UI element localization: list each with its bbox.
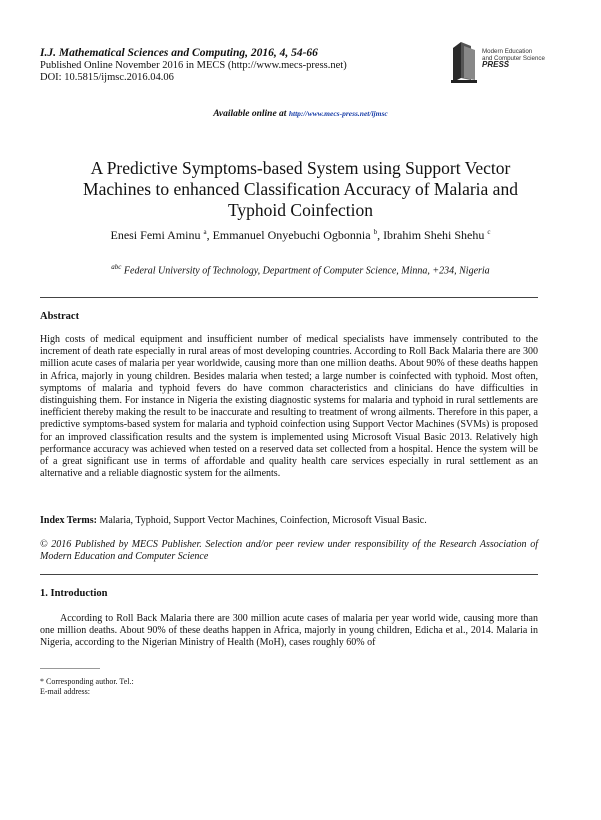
index-terms-text: Malaria, Typhoid, Support Vector Machines, Coinfection, Microsoft Visual Basic.	[99, 515, 427, 526]
abstract-text: High costs of medical equipment and insufficient number of medical specialists have immensely contributed to the increment of death rate especially in rural areas of most developing countries. According to Roll Back Malaria there are 300 million acute cases of malaria per year worldwide, causing more than one million deaths. About 90% of these deaths happen in Africa, majorly in young children. Besides malaria when tested; a large number is coinfected with typhoid. Most often, symptoms of malaria and typhoid fevers do have common characteristics and clinicians do have difficulties in distinguishing them. For instance in Nigeria the existing diagnostic systems for malaria and typhoid in rural settlements are inefficient thereby making the result to be inaccurate and resulting to treatment of wrong ailments. Therefore in this paper, a predictive symptoms-based system for malaria and typhoid coinfection using Support Vector Machines (SVMs) is proposed for an improved classification results and the system is implemented using Microsoft Visual Basic 2013. Relatively high performance accuracy was achieved when tested on a reserved data set collected from a hospital. Hence the system will be of a great significant use in terms of affordable and quality health care services especially in rural settlement as an alternative and a reliable diagnostic system for the ailments.	[40, 334, 538, 480]
affiliation-marker: abc	[111, 263, 122, 271]
introduction-text: According to Roll Back Malaria there are 300 million acute cases of malaria per year world wide, causing more than one million deaths. About 90% of these deaths happen in Africa, majorly in young children, Edicha et al., 2014. Malaria in Nigeria, according to the Nigerian Ministry of Health (MoH), cases roughly 60% of	[40, 613, 538, 649]
email-address: E-mail address:	[40, 687, 90, 696]
corresponding-author: * Corresponding author. Tel.:	[40, 677, 134, 686]
affiliation	[0, 263, 601, 276]
author-2: Emmanuel Onyebuchi Ogbonnia $^b$,	[212, 228, 384, 242]
footnote-divider	[40, 668, 100, 669]
divider-bottom	[40, 574, 538, 575]
index-terms-label: Index Terms:	[40, 515, 97, 526]
introduction-heading: 1. Introduction	[40, 588, 108, 599]
journal-citation: I.J. Mathematical Sciences and Computing, 2016, 4, 54-66	[40, 47, 318, 59]
journal-header	[40, 47, 347, 85]
available-online	[0, 109, 601, 119]
abstract-heading: Abstract	[40, 311, 80, 322]
footnotes	[40, 677, 134, 697]
publisher-logo	[449, 40, 557, 86]
divider-top	[40, 297, 538, 298]
books-icon	[449, 40, 479, 84]
copyright-notice: © 2016 Published by MECS Publisher. Selection and/or peer review under responsibility of the Research Association of Modern Education and Computer Science	[40, 539, 538, 563]
author-3: Ibrahim Shehi Shehu $^c$	[383, 228, 491, 242]
journal-link[interactable]: http://www.mecs-press.net/ijmsc	[288, 109, 388, 118]
publication-info: Published Online November 2016 in MECS (http://www.mecs-press.net)	[40, 59, 347, 71]
author-list	[0, 228, 601, 243]
doi: DOI: 10.5815/ijmsc.2016.04.06	[40, 72, 174, 84]
logo-press: PRESS	[482, 60, 510, 70]
index-terms	[40, 515, 538, 527]
paper-title: A Predictive Symptoms-based System using Support Vector Machines to enhanced Classification Accuracy of Malaria and Typhoid Coinfection	[83, 158, 518, 220]
logo-line-2: and Computer Science	[482, 54, 545, 62]
author-1: Enesi Femi Aminu $^a$,	[110, 228, 213, 242]
affiliation-text: Federal University of Technology, Department of Computer Science, Minna, +234, Nigeria	[123, 265, 490, 277]
available-label: Available online at	[213, 109, 287, 119]
logo-line-1: Modern Education	[482, 48, 533, 55]
